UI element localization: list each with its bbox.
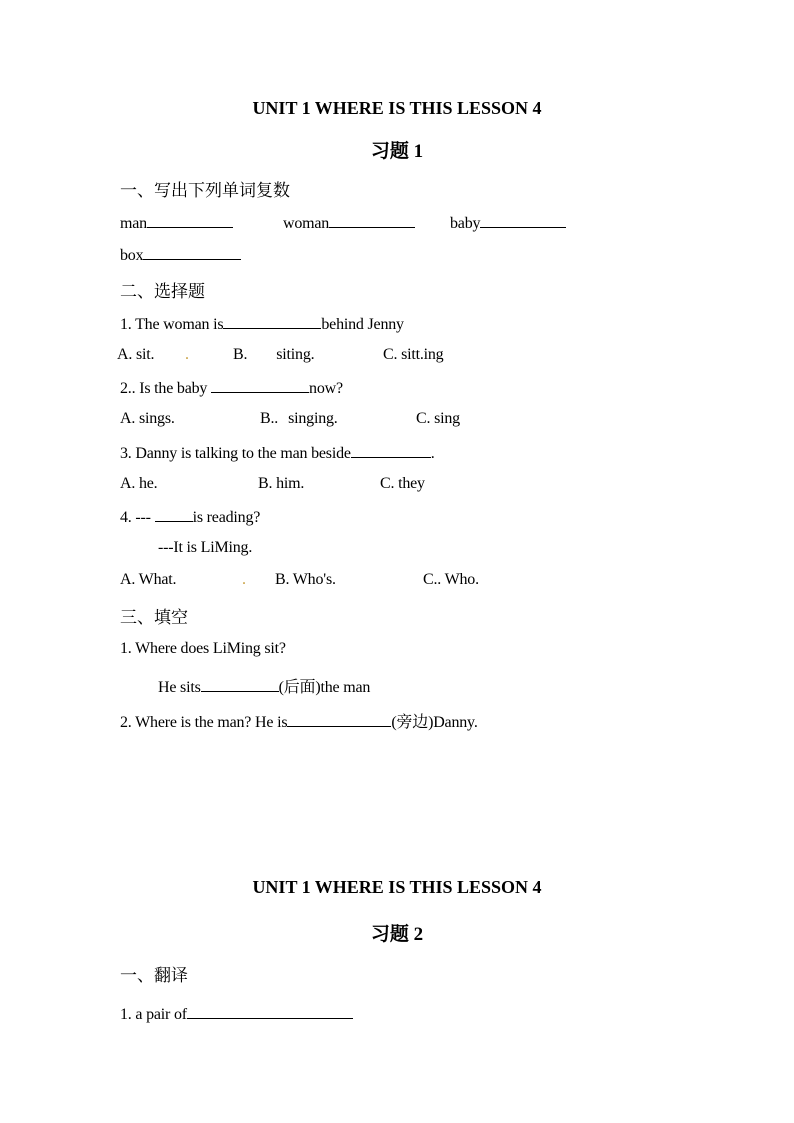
page-title-2: UNIT 1 WHERE IS THIS LESSON 4 <box>252 877 542 897</box>
answer-blank[interactable] <box>155 507 193 522</box>
question-3 <box>120 443 435 463</box>
option-1c[interactable]: C. sitt.ing <box>383 346 444 363</box>
answer-blank[interactable] <box>143 245 241 260</box>
question-4 <box>120 507 260 527</box>
option-4b[interactable]: B. Who's. <box>275 571 336 588</box>
exercise-subtitle-2: 习题 2 <box>370 924 424 945</box>
answer-blank[interactable] <box>201 677 279 692</box>
fill-question-1: 1. Where does LiMing sit? <box>120 640 286 657</box>
question-text: 4. --- <box>120 509 155 526</box>
fill-answer-1 <box>158 674 370 697</box>
word-label: woman <box>283 215 330 232</box>
question-text: 2. Where is the man? He is <box>120 714 288 731</box>
exercise-subtitle: 习题 1 <box>370 141 424 162</box>
answer-text: (后面)the man <box>278 679 371 696</box>
question-text: (旁边)Danny. <box>391 714 478 731</box>
answer-text: He sits <box>158 679 201 696</box>
section-heading-translate: 一、翻译 <box>120 966 188 986</box>
plural-item-box <box>120 245 241 265</box>
decorative-dot: . <box>185 346 189 363</box>
option-3a[interactable]: A. he. <box>120 475 158 492</box>
plural-item-man <box>120 213 233 233</box>
page-title: UNIT 1 WHERE IS THIS LESSON 4 <box>252 98 542 118</box>
word-label: box <box>120 247 144 264</box>
question-text: is reading? <box>192 509 261 526</box>
option-2b[interactable] <box>260 410 338 428</box>
decorative-dot: . <box>242 571 246 588</box>
plural-item-woman <box>283 213 415 233</box>
answer-blank[interactable] <box>211 378 309 393</box>
option-letter: B.. <box>260 410 279 427</box>
option-text: singing. <box>288 410 338 427</box>
answer-blank[interactable] <box>147 213 233 228</box>
option-2a[interactable]: A. sings. <box>120 410 175 427</box>
answer-blank[interactable] <box>187 1004 353 1019</box>
option-4c[interactable]: C.. Who. <box>423 571 479 588</box>
word-label: man <box>120 215 147 232</box>
section-heading-choice: 二、选择题 <box>120 282 205 302</box>
question-4-answer: ---It is LiMing. <box>158 539 253 556</box>
question-text: now? <box>309 380 343 397</box>
option-3b[interactable]: B. him. <box>258 475 305 492</box>
option-4a[interactable]: A. What. <box>120 571 177 588</box>
plural-item-baby <box>450 213 566 233</box>
answer-blank[interactable] <box>480 213 566 228</box>
option-3c[interactable]: C. they <box>380 475 425 492</box>
answer-blank[interactable] <box>329 213 415 228</box>
question-text: . <box>430 445 435 462</box>
question-text: behind Jenny <box>321 316 404 333</box>
question-text: 3. Danny is talking to the man beside <box>120 445 351 462</box>
question-text: 1. a pair of <box>120 1006 187 1023</box>
fill-question-2 <box>120 709 478 732</box>
answer-blank[interactable] <box>287 712 391 727</box>
answer-blank[interactable] <box>223 314 321 329</box>
translate-question-1 <box>120 1004 353 1024</box>
option-letter: B. <box>233 346 248 363</box>
option-2c[interactable]: C. sing <box>416 410 460 427</box>
option-1b[interactable] <box>233 346 314 364</box>
answer-blank[interactable] <box>351 443 431 458</box>
section-heading-plurals: 一、写出下列单词复数 <box>120 181 290 201</box>
option-1a[interactable]: A. sit. <box>117 346 155 363</box>
question-1 <box>120 314 404 334</box>
question-text: 2.. Is the baby <box>120 380 212 397</box>
question-text: 1. The woman is <box>120 316 224 333</box>
option-text: siting. <box>276 346 315 363</box>
section-heading-fill: 三、填空 <box>120 608 188 628</box>
word-label: baby <box>450 215 481 232</box>
question-2 <box>120 378 343 398</box>
